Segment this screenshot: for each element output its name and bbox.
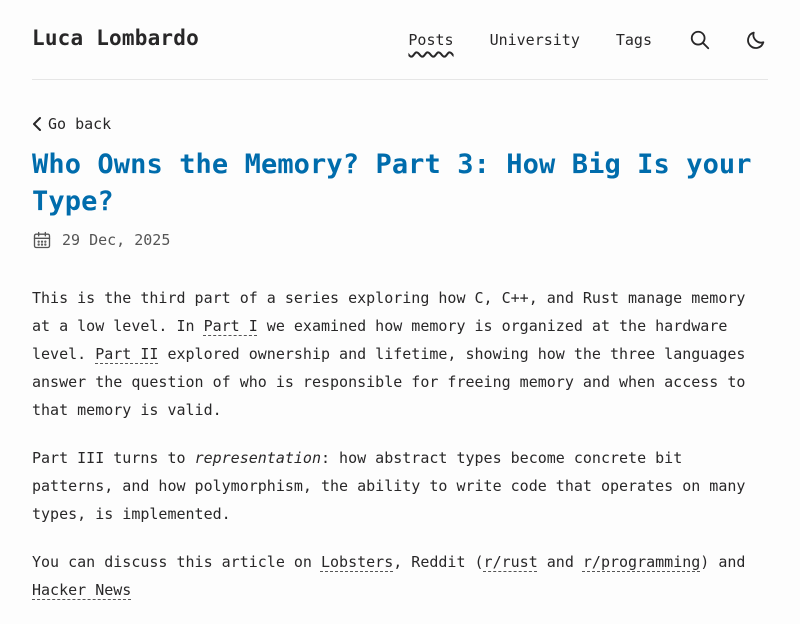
go-back-label: Go back	[48, 115, 112, 133]
go-back-link[interactable]	[32, 110, 768, 138]
r-programming-link[interactable]: r/programming	[582, 553, 701, 571]
search-icon[interactable]	[688, 28, 712, 52]
p3-text-3: and	[537, 553, 583, 571]
p3-text-1: You can discuss this article on	[32, 553, 321, 571]
p3-text-2: , Reddit (	[393, 553, 484, 571]
p1-text-3: explored ownership and lifetime, showing how the three languages answer the question of who is responsible for freeing memory and when access to that memory is valid.	[32, 345, 746, 419]
post-date	[32, 228, 768, 252]
main-nav	[408, 22, 768, 58]
calendar-icon	[32, 230, 52, 250]
discussion-paragraph	[32, 548, 768, 604]
p1-text-2: we examined how memory is organized at the hardware level.	[32, 317, 728, 363]
part-3-paragraph	[32, 444, 768, 528]
chevron-left-icon	[32, 116, 42, 132]
lobsters-link[interactable]: Lobsters	[320, 553, 394, 571]
nav-university-link[interactable]: University	[489, 31, 580, 49]
part-2-link[interactable]: Part II	[95, 345, 159, 363]
post-title: Who Owns the Memory? Part 3: How Big Is your Type?	[32, 149, 752, 217]
site-header	[32, 0, 768, 80]
part-1-link[interactable]: Part I	[203, 317, 258, 335]
p1-text-1: This is the third part of a series exploring how C, C++, and Rust manage memory at a low level. In	[32, 289, 746, 335]
r-rust-link[interactable]: r/rust	[483, 553, 538, 571]
post-content	[32, 284, 768, 604]
nav-tags-link[interactable]: Tags	[615, 31, 652, 49]
p2-text-2: : how abstract types become concrete bit patterns, and how polymorphism, the ability to write code that operates on many types, is implemented.	[32, 449, 746, 523]
nav-posts-link[interactable]: Posts	[408, 31, 454, 49]
moon-icon[interactable]	[744, 28, 768, 52]
p2-text-1: Part III turns to	[32, 449, 195, 467]
hacker-news-link[interactable]: Hacker News	[32, 581, 132, 599]
intro-paragraph	[32, 284, 768, 424]
post-main	[32, 110, 768, 624]
site-title-link[interactable]: Luca Lombardo	[32, 26, 199, 50]
p3-text-4: ) and	[700, 553, 746, 571]
post-date-text: 29 Dec, 2025	[62, 231, 171, 249]
representation-emphasis: representation	[194, 449, 321, 467]
